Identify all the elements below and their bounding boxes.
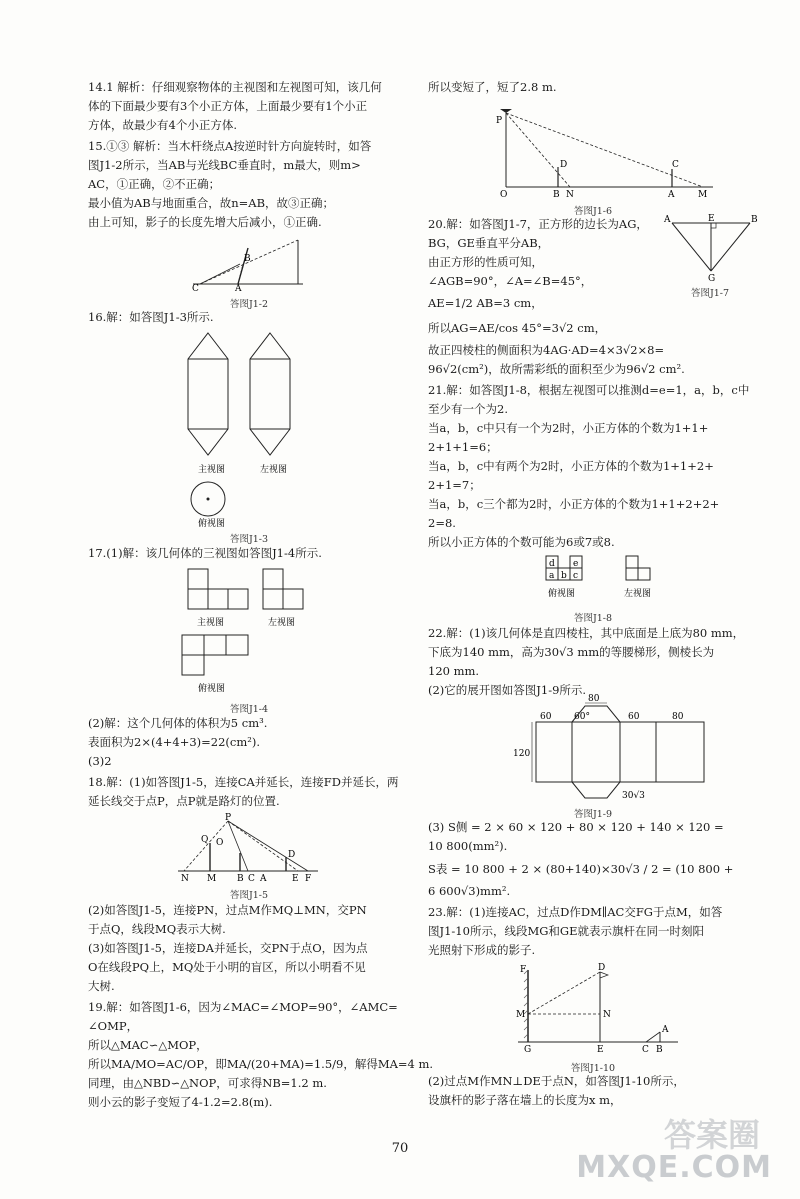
svg-text:60: 60 (540, 712, 552, 722)
watermark-logo: 答案圈 (663, 1116, 760, 1154)
figure-j1-10 (428, 962, 758, 1074)
svg-text:G: G (524, 1045, 532, 1055)
svg-text:F: F (520, 965, 527, 975)
q20: 20.解：如答图J1-7，正方形的边长为AG， BG，GE垂直平分AB， 由正方形的性质可知， ∠AGB=90°，∠A=∠B=45°， AE=1/2 AB=3 cm， 所以AG=AE/cos 45°=3√2 cm， 故正四棱柱的侧面积为4AG·AD=4×3√2×8= 96√2(cm²)，故所需彩纸的面积至少为96√2 cm². (428, 217, 685, 376)
svg-text:G: G (708, 274, 716, 284)
svg-text:b: b (561, 571, 567, 581)
svg-text:A: A (668, 190, 675, 200)
svg-text:a: a (549, 571, 555, 581)
svg-text:120: 120 (513, 749, 531, 759)
svg-text:N: N (603, 1010, 611, 1020)
svg-text:D: D (560, 160, 568, 170)
q14: 14.1 解析：仔细观察物体的主视图和左视图可知，该几何 体的下面最少要有3个小正方体，上面最少要有1个小正 方体，故最少有4个小正方体. (88, 80, 382, 132)
caption-j1-5: 答图J1-5 (229, 890, 269, 901)
svg-text:80: 80 (588, 694, 600, 704)
figure-j1-5-drawing (88, 813, 410, 883)
svg-text:A: A (662, 1025, 669, 1035)
q19: 19.解：如答图J1-6，因为∠MAC=∠MOP=90°，∠AMC= ∠OMP， 所以△MAC∽△MOP， 所以MA/MO=AC/OP，即MA/(20+MA)=1.5/9，解得MA=4 m. 同理，由△NBD∽△NOP，可求得NB=1.2 m. 则小云的影子变短了4-1.2=2.8(m). (88, 1000, 434, 1109)
svg-text:M: M (207, 874, 217, 884)
caption-j1-2: 答图J1-2 (229, 299, 269, 310)
svg-text:C: C (248, 874, 255, 884)
svg-text:N: N (181, 874, 189, 884)
q23b: (2)过点M作MN⊥DE于点N，如答图J1-10所示， 设旗杆的影子落在墙上的长度为x m， (428, 1074, 685, 1107)
label-top-view: 俯视图 (198, 519, 226, 529)
label-front-view: 主视图 (197, 618, 225, 628)
q16: 16.解：如答图J1-3所示. (88, 310, 214, 324)
svg-text:E: E (292, 874, 299, 884)
figure-j1-8-drawing (428, 554, 758, 606)
svg-text:d: d (549, 559, 555, 569)
label-top-view: 俯视图 (548, 589, 576, 599)
page-number: 70 (391, 1141, 409, 1156)
svg-text:M: M (698, 190, 708, 200)
svg-text:Q: Q (201, 835, 209, 845)
label-c: C (192, 284, 199, 294)
figure-j1-8 (428, 554, 758, 624)
svg-text:F: F (305, 874, 312, 884)
figure-j1-7 (660, 215, 760, 300)
q23: 23.解：(1)连接AC，过点D作DM∥AC交FG于点M，如答 图J1-10所示，线段MG和GE就表示旗杆在同一时刻阳 光照射下形成的影子. (428, 905, 723, 957)
right-column (428, 78, 758, 1112)
caption-j1-8: 答图J1-8 (573, 613, 613, 624)
label-left-view: 左视图 (260, 465, 288, 475)
figure-j1-6-drawing (428, 99, 758, 199)
figure-j1-4-drawing (88, 565, 410, 697)
svg-text:O: O (216, 838, 224, 848)
svg-text:B: B (656, 1045, 663, 1055)
svg-text:e: e (573, 559, 579, 569)
q17b: (2)解：这个几何体的体积为5 cm³. 表面积为2×(4+4+3)=22(cm²). (3)2 (88, 716, 268, 768)
caption-j1-6: 答图J1-6 (573, 206, 613, 217)
svg-text:O: O (500, 190, 508, 200)
figure-j1-3-drawing (88, 329, 410, 527)
svg-text:B: B (237, 874, 244, 884)
svg-text:E: E (708, 214, 715, 224)
watermark-url: MXQE.COM (576, 1150, 772, 1185)
label-a: A (235, 284, 242, 294)
figure-j1-7-drawing (660, 214, 760, 284)
svg-text:P: P (496, 116, 503, 126)
svg-text:M: M (516, 1010, 526, 1020)
figure-j1-10-drawing (428, 962, 758, 1056)
q19c: 所以变短了，短了2.8 m. (428, 80, 557, 94)
caption-j1-9: 答图J1-9 (573, 809, 613, 820)
q18b: (2)如答图J1-5，连接PN，过点M作MQ⊥MN，交PN 于点Q，线段MQ表示大树. (3)如答图J1-5，连接DA并延长，交PN于点O，因为点 O在线段PQ上，MQ处于小明的盲区，所以小明看不见 大树. (88, 903, 368, 993)
svg-text:A: A (260, 874, 267, 884)
q22b: (3) S侧 = 2 × 60 × 120 + 80 × 120 + 140 × 120 = 10 800(mm²). S表 = 10 800 + 2 × (80+140)×30√3 / 2 = (10 800 + 6 600√3)mm². (428, 820, 734, 898)
q22a: 22.解：(1)该几何体是直四棱柱，其中底面是上底为80 mm， 下底为140 mm，高为30√3 mm的等腰梯形，侧棱长为 120 mm. (2)它的展开图如答图J1-9所示. (428, 626, 745, 697)
svg-text:60: 60 (628, 712, 640, 722)
caption-j1-3: 答图J1-3 (229, 534, 269, 545)
svg-text:N: N (566, 190, 574, 200)
svg-text:c: c (573, 571, 579, 581)
q20-block (428, 215, 758, 379)
q17a: 17.(1)解：该几何体的三视图如答图J1-4所示. (88, 546, 322, 560)
figure-j1-9 (428, 694, 758, 820)
svg-text:B: B (553, 190, 560, 200)
svg-text:D: D (288, 850, 296, 860)
label-top-view: 俯视图 (198, 684, 226, 694)
caption-j1-4: 答图J1-4 (229, 704, 269, 715)
figure-j1-2-drawing (88, 234, 410, 292)
label-left-view: 左视图 (624, 589, 652, 599)
svg-text:80: 80 (672, 712, 684, 722)
figure-j1-5 (88, 813, 410, 901)
q15: 15.①③ 解析：当木杆绕点A按逆时针方向旋转时，如答 图J1-2所示，当AB与光线BC垂直时，m最大，则m> AC，①正确，②不正确； 最小值为AB与地面重合，故n=AB，故③正确； 由上可知，影子的长度先增大后减小，①正确. (88, 139, 372, 229)
label-b: B (244, 254, 251, 264)
q21: 21.解：如答图J1-8，根据左视图可以推测d=e=1，a，b，c中 至少有一个为2. 当a，b，c中只有一个为2时，小正方体的个数为1+1+ 2+1+1=6； 当a，b，c中有两个为2时，小正方体的个数为1+1+2+ 2+1=7； 当a，b，c三个都为2时，小正方体的个数为1+1+2+2+ 2=8. 所以小正方体的个数可能为6或7或8. (428, 383, 750, 549)
figure-j1-9-drawing (428, 694, 758, 802)
svg-text:B: B (751, 215, 758, 225)
svg-text:A: A (664, 215, 671, 225)
left-column (88, 78, 434, 1114)
q18a: 18.解：(1)如答图J1-5，连接CA并延长，连接FD并延长，两 延长线交于点P，点P就是路灯的位置. (88, 775, 399, 808)
figure-j1-4 (88, 565, 410, 715)
svg-text:30√3: 30√3 (622, 791, 645, 801)
figure-j1-3 (88, 329, 410, 545)
svg-text:C: C (642, 1045, 649, 1055)
svg-text:C: C (672, 160, 679, 170)
caption-j1-7: 答图J1-7 (690, 288, 730, 299)
label-left-view: 左视图 (268, 618, 296, 628)
svg-text:D: D (598, 963, 606, 973)
svg-text:P: P (225, 813, 232, 823)
figure-j1-2 (88, 234, 410, 310)
svg-text:E: E (597, 1045, 604, 1055)
figure-j1-6 (428, 99, 758, 217)
label-front-view: 主视图 (198, 465, 226, 475)
svg-text:60°: 60° (574, 712, 590, 722)
caption-j1-10: 答图J1-10 (570, 1063, 616, 1074)
